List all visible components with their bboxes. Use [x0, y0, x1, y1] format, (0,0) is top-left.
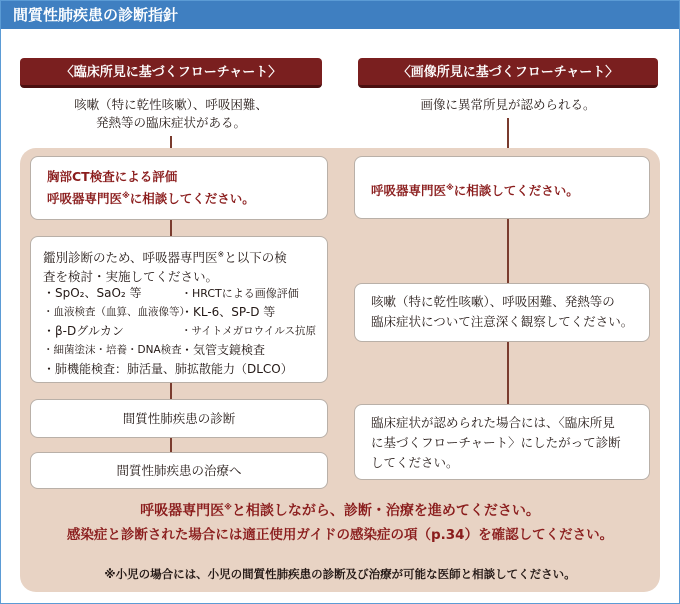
differential-diagnosis-box	[30, 236, 328, 383]
consult-specialist-line	[47, 186, 327, 208]
differential-intro-a: 鑑別診断のため、呼吸器専門医	[43, 250, 218, 266]
follow-line1: 臨床症状が認められた場合には、〈臨床所見	[371, 415, 615, 430]
right-consult-rest: に相談してください。	[453, 183, 579, 199]
ct-evaluation-text: 胸部CT検査による評価	[47, 169, 178, 184]
differential-intro-b: と以下の検	[224, 250, 287, 266]
connector-right-2	[507, 342, 509, 404]
page-title: 間質性肺疾患の診断指針	[1, 1, 679, 29]
exam-item: ・β-Dグルカン	[43, 324, 124, 338]
exam-item: ・肺機能検査：肺活量、肺拡散能力（DLCO）	[43, 362, 293, 376]
consult-specialist-text: 呼吸器専門医	[47, 191, 123, 207]
exam-item: ・血液検査（血算、血液像等）	[43, 306, 190, 318]
exam-item: ・細菌塗沫・培養・DNA検査	[43, 344, 182, 356]
right-consult-note-mark: ※	[446, 183, 454, 192]
observe-line1: 咳嗽（特に乾性咳嗽）、呼吸困難、発熱等の	[371, 294, 615, 309]
pediatric-note: ※小児の場合には、小児の間質性肺疾患の診断及び治療が可能な医師と相談してください。	[104, 567, 576, 581]
follow-clinical-flow-box	[354, 404, 650, 480]
clinical-flowchart-header: 〈臨床所見に基づくフローチャート〉	[20, 58, 322, 88]
imaging-flowchart-header: 〈画像所見に基づくフローチャート〉	[358, 58, 658, 88]
clinical-intro-line2: 発熱等の臨床症状がある。	[95, 115, 246, 130]
exam-item: ・サイトメガロウイルス抗原	[181, 325, 317, 337]
clinical-intro	[20, 96, 322, 132]
exam-item: ・気管支鏡検査	[181, 343, 266, 357]
connector-right-1	[507, 219, 509, 283]
ild-diagnosis-box: 間質性肺疾患の診断	[30, 399, 328, 438]
right-consult-box	[354, 156, 650, 219]
exam-item: ・KL-6、SP-D 等	[181, 305, 276, 319]
summary-note-mark: ※	[224, 502, 232, 512]
ild-treatment-box: 間質性肺疾患の治療へ	[30, 452, 328, 489]
summary-line1	[20, 500, 660, 520]
differential-intro-line1	[43, 245, 287, 267]
summary-line2: 感染症と診断された場合には適正使用ガイドの感染症の項（p.34）を確認してください。	[66, 527, 614, 543]
specialist-note-mark: ※	[122, 191, 130, 200]
exam-item: ・SpO₂、SaO₂ 等	[43, 286, 142, 300]
observe-line2: 臨床症状について注意深く観察してください。	[371, 314, 634, 329]
right-consult-text: 呼吸器専門医	[371, 183, 447, 199]
differential-intro	[43, 245, 287, 286]
observe-symptoms-box	[354, 283, 650, 342]
ct-evaluation-box	[30, 156, 328, 220]
exam-item: ・HRCTによる画像評価	[181, 287, 299, 300]
connector-left-1	[170, 220, 172, 236]
summary-line1-a: 呼吸器専門医	[140, 503, 225, 519]
differential-intro-line2: 査を検討・実施してください。	[43, 269, 219, 285]
consult-specialist-rest: に相談してください。	[129, 191, 255, 207]
imaging-intro: 画像に異常所見が認められる。	[420, 97, 596, 112]
connector-left-3	[170, 438, 172, 452]
clinical-intro-line1: 咳嗽（特に乾性咳嗽）、呼吸困難、	[74, 97, 268, 112]
summary-line1-b: と相談しながら、診断・治療を進めてください。	[231, 503, 540, 519]
follow-line3: してください。	[371, 455, 459, 470]
exam-list-right	[181, 284, 316, 360]
follow-line2: に基づくフローチャート〉にしたがって診断	[371, 435, 621, 450]
differential-note-mark: ※	[217, 250, 225, 259]
connector-left-2	[170, 383, 172, 399]
